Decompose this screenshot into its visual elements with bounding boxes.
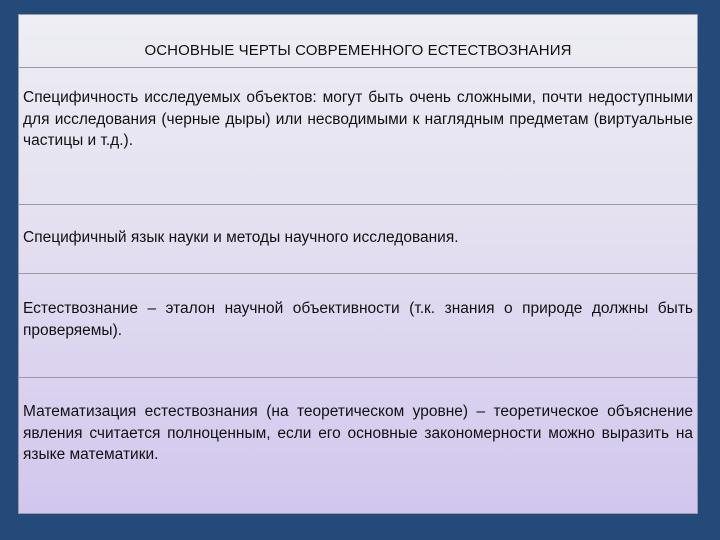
table-row bbox=[19, 273, 697, 377]
row-text-objectivity: Естествознание – эталон научной объективности (т.к. знания о природе должны быть проверяемы). bbox=[23, 300, 693, 339]
table-panel bbox=[18, 14, 698, 514]
slide-title: ОСНОВНЫЕ ЧЕРТЫ СОВРЕМЕННОГО ЕСТЕСТВОЗНАНИЯ bbox=[144, 42, 572, 59]
row-text-objects: Специфичность исследуемых объектов: могут быть очень сложными, почти недоступными для исследования (черные дыры) или несводимыми к наглядным предметам (виртуальные частицы и т.д.). bbox=[23, 89, 693, 149]
table-title-cell bbox=[19, 15, 697, 67]
table-row bbox=[19, 67, 697, 204]
row-text-mathematization: Математизация естествознания (на теоретическом уровне) – теоретическое объяснение явления считается полноценным, если его основные закономерности можно выразить на языке математики. bbox=[23, 403, 693, 463]
table-row bbox=[19, 204, 697, 273]
table-row bbox=[19, 377, 697, 513]
row-text-language: Специфичный язык науки и методы научного исследования. bbox=[23, 229, 459, 246]
